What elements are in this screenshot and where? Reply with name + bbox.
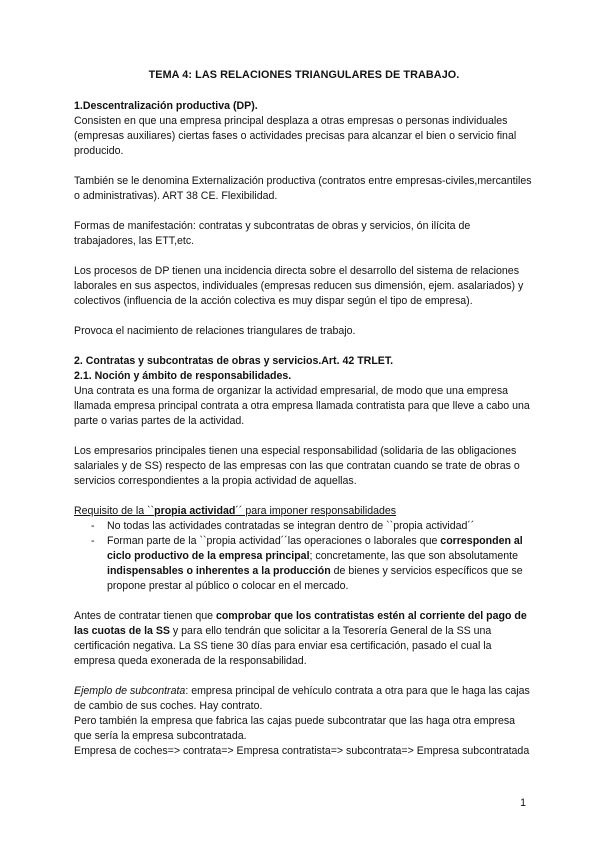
list-item-text: No todas las actividades contratadas se integran dentro de ``propia actividad´´ <box>107 520 475 532</box>
section-2-1-subheading: 2.1. Noción y ámbito de responsabilidades. <box>74 370 292 382</box>
section-2-paragraph-1: Una contrata es una forma de organizar la actividad empresarial, de modo que una empresa llamada empresa principal contrata a otra empresa llamada contratista para que lleve a cabo una parte o varias partes de la actividad. <box>74 385 530 427</box>
requirement-heading-bold: propia actividad <box>154 505 236 517</box>
requirement-heading-a: Requisito de la `` <box>74 505 155 517</box>
section-1-paragraph-3: Formas de manifestación: contratas y subcontratas de obras y servicios, ón ilícita de trabajadores, las ETT,etc. <box>74 220 471 247</box>
list-item-text: ; concretamente, las que son absolutamente <box>309 550 519 562</box>
list-item-text: de bienes y servicios específicos que se propone prestar al público o colocar en el mercado. <box>107 565 523 592</box>
section-1-paragraph-5: Provoca el nacimiento de relaciones triangulares de trabajo. <box>74 325 356 337</box>
section-1-paragraph-4: Los procesos de DP tienen una incidencia directa sobre el desarrollo del sistema de relaciones laborales en sus aspectos, individuales (empresas reducen sus dimensión, ejem. asalariados) y colectivos (influencia de la acción colectiva es muy dispar según el tipo de empresa). <box>74 265 524 307</box>
list-item <box>74 519 534 534</box>
dash-bullet: - <box>91 520 95 532</box>
section-2-paragraph-2: Los empresarios principales tienen una especial responsabilidad (solidaria de las obligaciones salariales y de SS) respecto de las empresas con las que contratan cuando se trate de obras o servicios correspondientes a la propia actividad de aquellas. <box>74 445 520 487</box>
list-item <box>74 534 534 594</box>
paragraph-bold: comprobar que los contratistas estén al corriente del pago de las cuotas de la SS <box>74 610 527 637</box>
document-title: TEMA 4: LAS RELACIONES TRIANGULARES DE TRABAJO. <box>148 69 460 81</box>
requirement-heading <box>74 504 534 519</box>
example-line-2: Pero también la empresa que fabrica las cajas puede subcontratar que las haga otra empresa que sería la empresa subcontratada. <box>74 715 516 742</box>
example-label: Ejemplo de subcontrata <box>74 685 186 697</box>
dash-bullet: - <box>91 535 95 547</box>
section-1-paragraph-2: También se le denomina Externalización productiva (contratos entre empresas-civiles,mercantiles o administrativas). ART 38 CE. Flexibilidad. <box>74 175 532 202</box>
example-line-3: Empresa de coches=> contrata=> Empresa contratista=> subcontrata=> Empresa subcontratada <box>74 745 530 757</box>
page-number: 1 <box>520 797 526 809</box>
example-paragraph <box>74 684 534 714</box>
requirement-list <box>74 519 534 594</box>
section-2-paragraph-3 <box>74 609 534 669</box>
document-body <box>74 68 534 759</box>
list-item-bold: indispensables o inherentes a la producción <box>107 565 331 577</box>
requirement-heading-c: ´´ para imponer responsabilidades <box>235 505 397 517</box>
section-1-paragraph-1: Consisten en que una empresa principal desplaza a otras empresas o personas individuales (empresas auxiliares) ciertas fases o actividades precisas para alcanzar el bien o servicio final producido. <box>74 115 517 157</box>
paragraph-text: Antes de contratar tienen que <box>74 610 216 622</box>
example-text: : empresa principal de vehículo contrata a otra para que le haga las cajas de cambio de sus coches. Hay contrato. <box>74 685 530 712</box>
list-item-bold: corresponden al ciclo productivo de la empresa principal <box>107 535 523 562</box>
section-2-heading: 2. Contratas y subcontratas de obras y servicios.Art. 42 TRLET. <box>74 355 394 367</box>
section-1-heading: 1.Descentralización productiva (DP). <box>74 100 258 112</box>
paragraph-text: y para ello tendrán que solicitar a la Tesorería General de la SS una certificación negativa. La SS tiene 30 días para enviar esa certificación, pasado el cual la empresa queda exonerada de la responsabilidad. <box>74 625 492 667</box>
list-item-text: Forman parte de la ``propia actividad´´las operaciones o laborales que <box>107 535 441 547</box>
